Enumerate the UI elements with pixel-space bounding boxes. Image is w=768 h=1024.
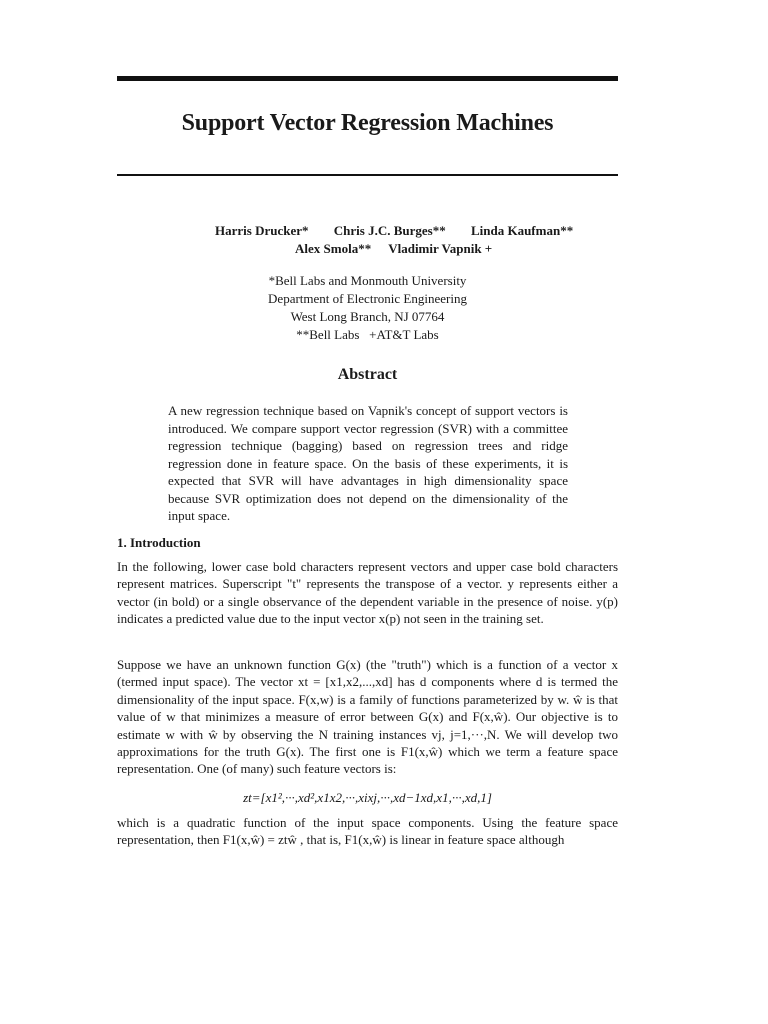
affiliation-line: West Long Branch, NJ 07764 xyxy=(290,309,445,324)
author-name: Alex Smola** xyxy=(295,241,372,256)
paper-title: Support Vector Regression Machines xyxy=(181,110,554,136)
author-name: Vladimir Vapnik + xyxy=(388,241,493,256)
title-rule-bottom xyxy=(117,174,618,176)
intro-paragraph-1: In the following, lower case bold characters represent vectors and upper case bold characters represent matrices. Superscript "t" represents the transpose of a vector. y represents either a vector (in bold) or a single observance of the dependent variable in the presence of noise. y(p) indicates a predicted value due to the input vector x(p) not seen in the training set. xyxy=(117,559,618,627)
affiliation-line: Department of Electronic Engineering xyxy=(268,291,467,306)
author-name: Chris J.C. Burges** xyxy=(333,223,446,238)
title-rule-top xyxy=(117,76,618,81)
affiliation-line: *Bell Labs and Monmouth University xyxy=(268,273,467,288)
abstract-text: A new regression technique based on Vapnik's concept of support vectors is introduced. We compare support vector regression (SVR) with a committee regression technique (bagging) based on regression trees and ridge regression done in feature space. On the basis of these experiments, it is expected that SVR will have advantages in high dimensionality space because SVR optimization does not depend on the dimensionality of the input space. xyxy=(168,403,568,523)
author-row-2 xyxy=(295,240,506,258)
author-row-1 xyxy=(215,222,595,240)
author-name: Linda Kaufman** xyxy=(470,223,574,238)
affiliations xyxy=(117,272,618,344)
feature-vector-equation: zt=[x1²,···,xd²,x1x2,···,xixj,···,xd−1xd,x1,···,xd,1] xyxy=(243,790,492,805)
abstract-heading: Abstract xyxy=(337,366,398,383)
intro-paragraph-3: which is a quadratic function of the input space components. Using the feature space representation, then F1(x,ŵ) = ztŵ , that is, F1(x,ŵ) is linear in feature space although xyxy=(117,815,618,848)
author-name: Harris Drucker* xyxy=(215,223,309,238)
affiliation-line: **Bell Labs +AT&T Labs xyxy=(296,327,439,342)
intro-paragraph-2: Suppose we have an unknown function G(x) (the "truth") which is a function of a vector x (termed input space). The vector xt = [x1,x2,...,xd] has d components where d is termed the dimensionality of the input space. F(x,w) is a family of functions parameterized by w. ŵ is that value of w that minimizes a measure of error between G(x) and F(x,ŵ). Our objective is to estimate w with ŵ by observing the N training instances vj, j=1,···,N. We will develop two approximations for the truth G(x). The first one is F1(x,ŵ) which we term a feature space representation. One (of many) such feature vectors is: xyxy=(117,657,618,777)
section-heading: 1. Introduction xyxy=(117,535,201,550)
